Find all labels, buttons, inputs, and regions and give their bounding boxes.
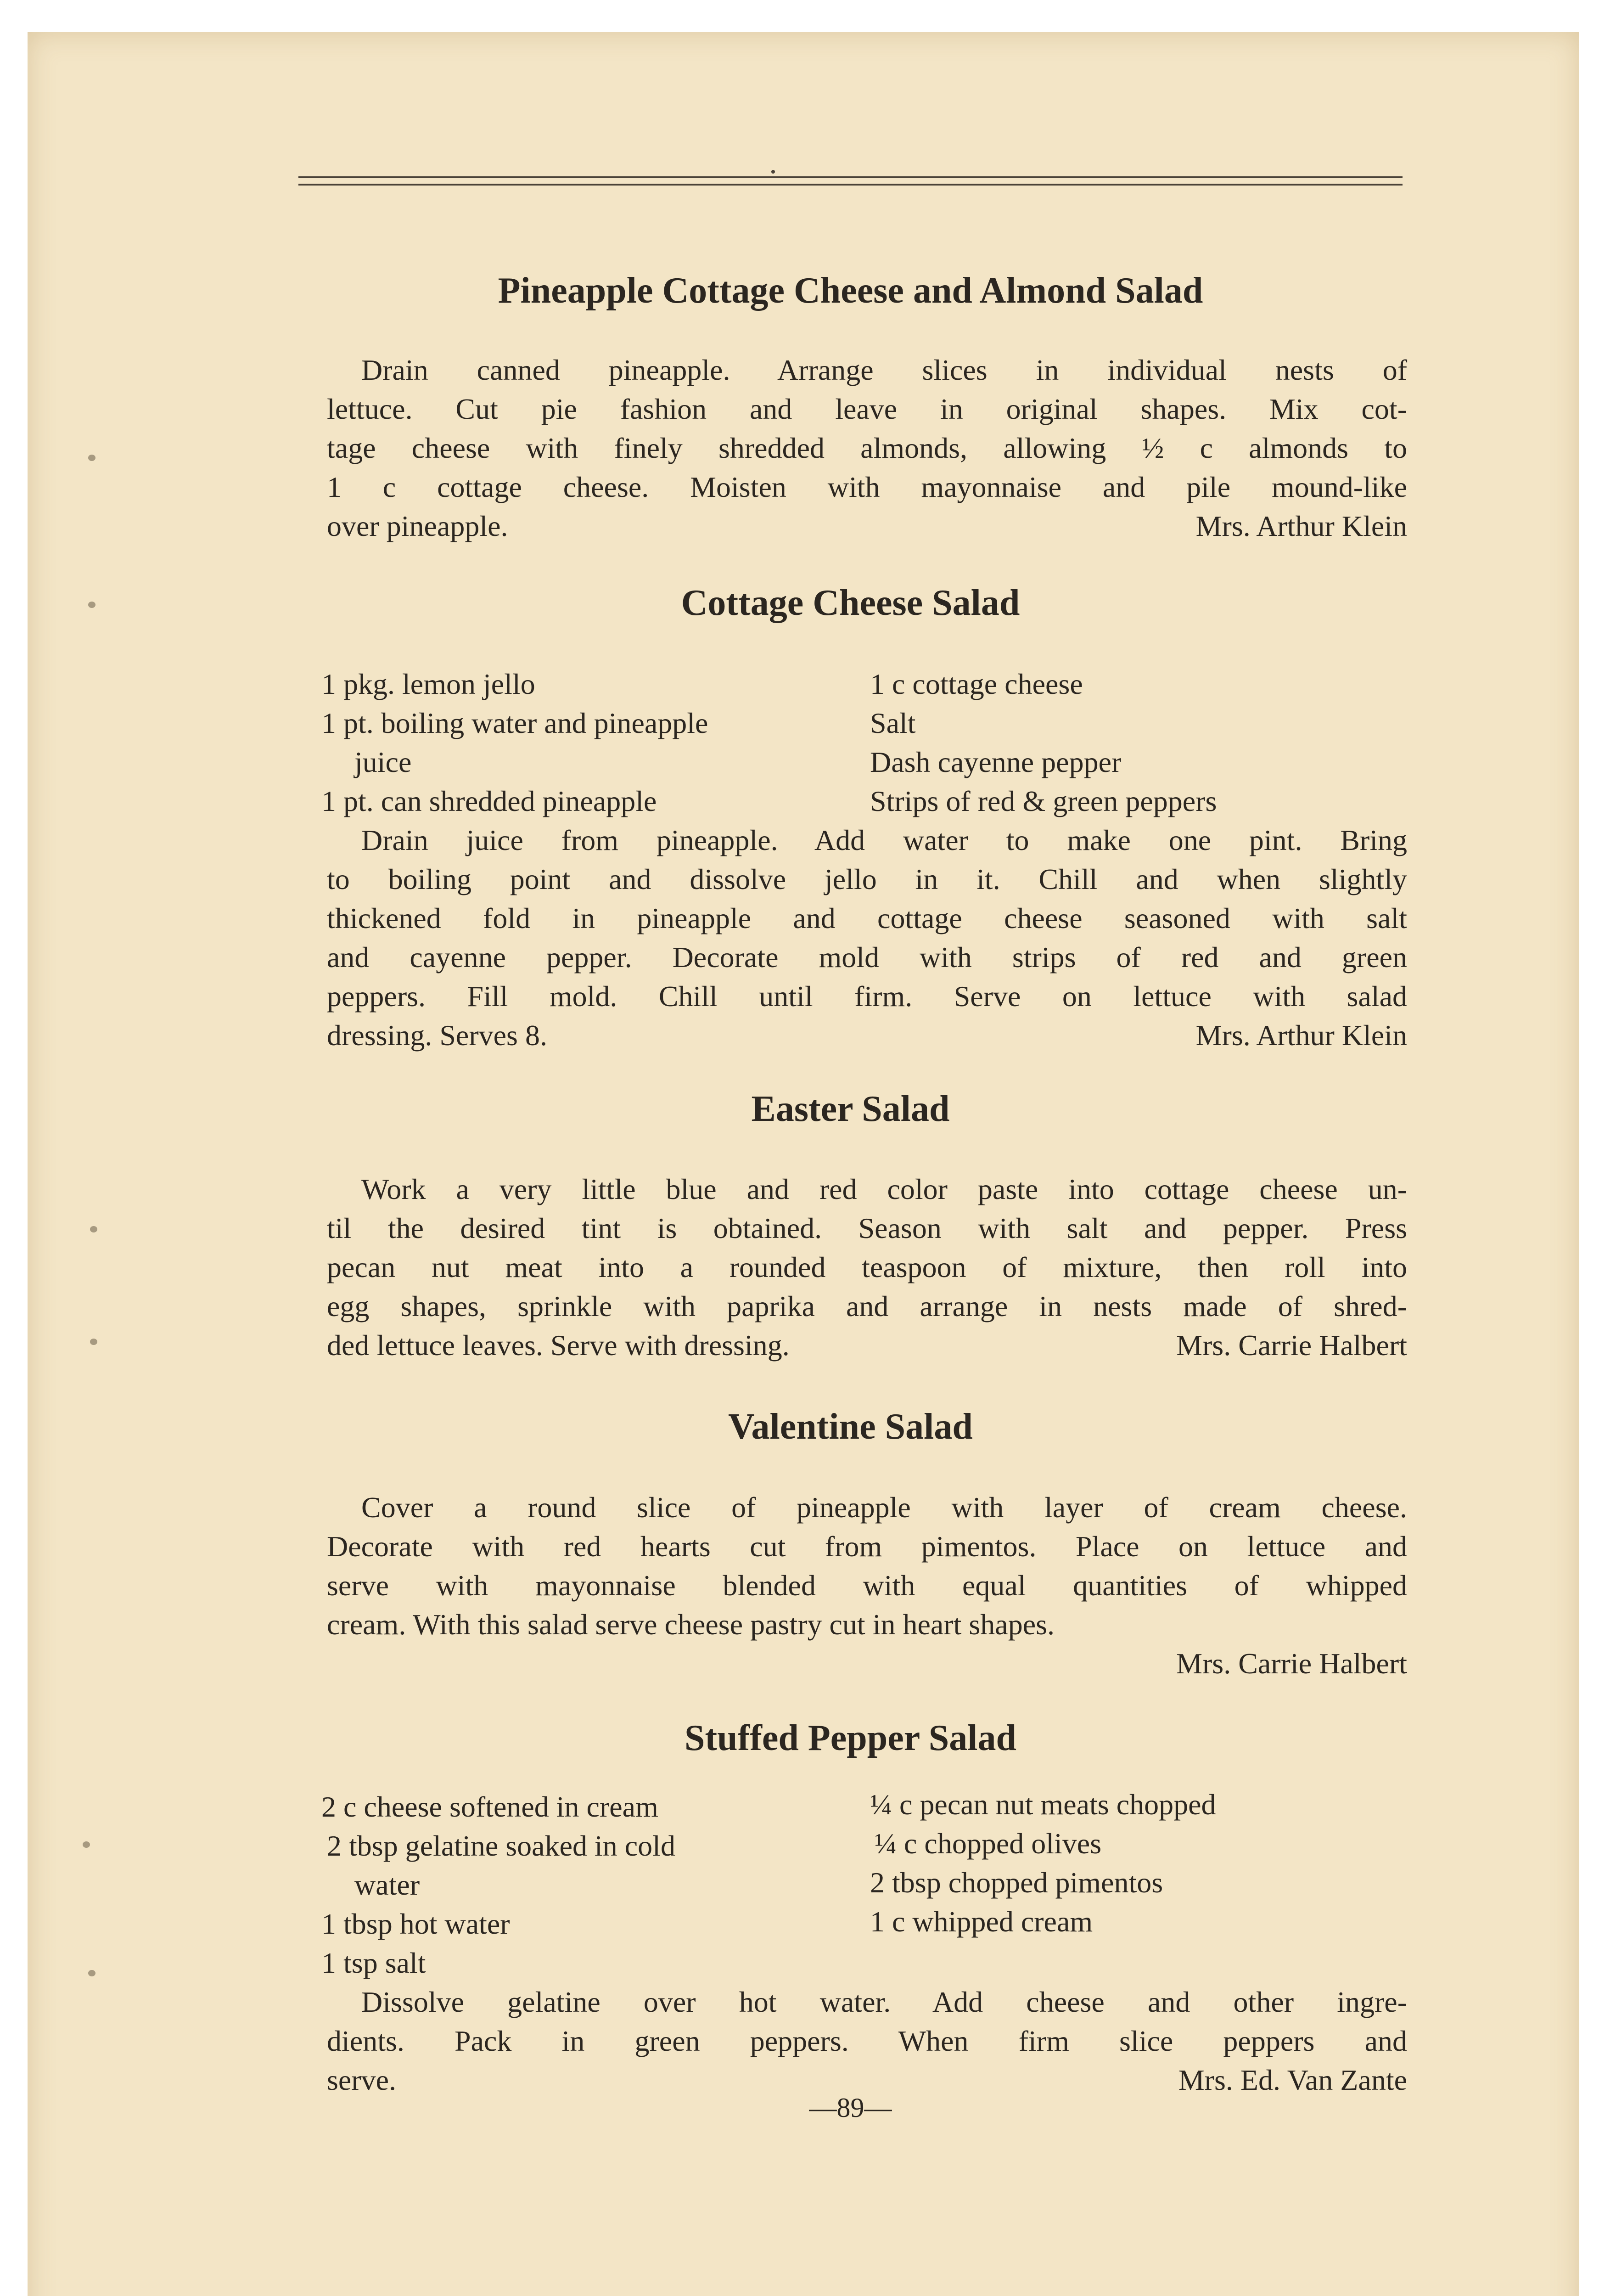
ingredient-item: 1 pt. can shredded pineapple (321, 785, 657, 817)
binding-hole (90, 1339, 97, 1345)
page-number: —89— (809, 2093, 892, 2123)
directions-last-line (327, 506, 1407, 546)
recipe-signature: Mrs. Arthur Klein (1195, 510, 1407, 542)
directions-last-line (327, 1326, 1407, 1365)
directions-line: Decorate with red hearts cut from pimentos. Place on lettuce and (327, 1530, 1407, 1563)
directions-line: over pineapple. (327, 510, 508, 542)
recipe-directions (327, 1982, 1407, 2060)
recipe-signature: Mrs. Ed. Van Zante (1178, 2064, 1407, 2096)
ingredient-item: Strips of red & green peppers (870, 785, 1217, 817)
ingredient-item: Dash cayenne pepper (870, 746, 1122, 778)
recipe-title: Valentine Salad (728, 1407, 973, 1447)
binding-hole (88, 1970, 95, 1976)
directions-line: til the desired tint is obtained. Season with salt and pepper. Press (327, 1212, 1407, 1244)
recipe-directions (327, 1488, 1407, 1644)
directions-line: thickened fold in pineapple and cottage cheese seasoned with salt (327, 902, 1407, 934)
directions-line: egg shapes, sprinkle with paprika and arrange in nests made of shred- (327, 1290, 1407, 1322)
ingredient-item: 1 pkg. lemon jello (321, 668, 535, 700)
recipe-signature: Mrs. Arthur Klein (1195, 1019, 1407, 1052)
directions-line: serve with mayonnaise blended with equal quantities of whipped (327, 1569, 1407, 1602)
ingredient-item: Salt (870, 707, 916, 739)
recipe-directions (327, 1170, 1407, 1326)
ingredient-item: 2 c cheese softened in cream (321, 1790, 658, 1823)
recipe-title: Cottage Cheese Salad (681, 583, 1020, 623)
directions-line: ded lettuce leaves. Serve with dressing. (327, 1329, 790, 1362)
ingredient-item: 2 tbsp gelatine soaked in cold (327, 1829, 675, 1862)
directions-line: Cover a round slice of pineapple with layer of cream cheese. (361, 1491, 1407, 1524)
ingredient-item: 1 pt. boiling water and pineapple (321, 707, 708, 739)
directions-line: Work a very little blue and red color paste into cottage cheese un- (361, 1173, 1407, 1205)
directions-line: 1 c cottage cheese. Moisten with mayonnaise and pile mound-like (327, 471, 1407, 503)
directions-line: dients. Pack in green peppers. When firm slice peppers and (327, 2025, 1407, 2057)
ingredient-item: 1 c cottage cheese (870, 668, 1083, 700)
header-rule (298, 176, 1403, 178)
ingredient-item: 1 tsp salt (321, 1947, 426, 1979)
binding-hole (88, 455, 95, 461)
binding-hole (88, 602, 95, 608)
directions-line: serve. (327, 2064, 397, 2096)
directions-line: cream. With this salad serve cheese pastry cut in heart shapes. (327, 1608, 1055, 1641)
ingredient-item: ¼ c pecan nut meats chopped (870, 1788, 1216, 1821)
recipe-signature: Mrs. Carrie Halbert (1176, 1329, 1407, 1362)
directions-line: Drain juice from pineapple. Add water to make one pint. Bring (361, 824, 1407, 856)
ingredient-item: ¼ c chopped olives (875, 1827, 1102, 1860)
directions-line: dressing. Serves 8. (327, 1019, 547, 1052)
directions-line: to boiling point and dissolve jello in it. Chill and when slightly (327, 863, 1407, 895)
directions-line: lettuce. Cut pie fashion and leave in original shapes. Mix cot- (327, 393, 1407, 425)
ingredient-item: water (354, 1868, 420, 1901)
directions-last-line (327, 1016, 1407, 1055)
ingredient-item: 1 c whipped cream (870, 1905, 1093, 1938)
recipe-title: Stuffed Pepper Salad (684, 1718, 1017, 1758)
recipe-title: Easter Salad (751, 1089, 950, 1129)
directions-line: pecan nut meat into a rounded teaspoon of mixture, then roll into (327, 1251, 1407, 1283)
recipe-directions (327, 821, 1407, 1016)
ingredient-item: juice (354, 746, 412, 778)
directions-line: tage cheese with finely shredded almonds, allowing ½ c almonds to (327, 432, 1407, 464)
directions-line: peppers. Fill mold. Chill until firm. Serve on lettuce with salad (327, 980, 1407, 1013)
binding-hole (83, 1841, 90, 1848)
directions-line: and cayenne pepper. Decorate mold with strips of red and green (327, 941, 1407, 974)
ingredient-item: 1 tbsp hot water (321, 1908, 510, 1940)
rule-dot (771, 170, 775, 174)
recipe-directions (327, 350, 1407, 506)
binding-hole (90, 1226, 97, 1232)
ingredient-item: 2 tbsp chopped pimentos (870, 1866, 1163, 1899)
recipe-signature: Mrs. Carrie Halbert (1176, 1647, 1407, 1680)
header-rule (298, 184, 1403, 186)
directions-line: Drain canned pineapple. Arrange slices in individual nests of (361, 354, 1407, 386)
recipe-title: Pineapple Cottage Cheese and Almond Salad (498, 270, 1203, 311)
directions-line: Dissolve gelatine over hot water. Add cheese and other ingre- (361, 1986, 1407, 2018)
